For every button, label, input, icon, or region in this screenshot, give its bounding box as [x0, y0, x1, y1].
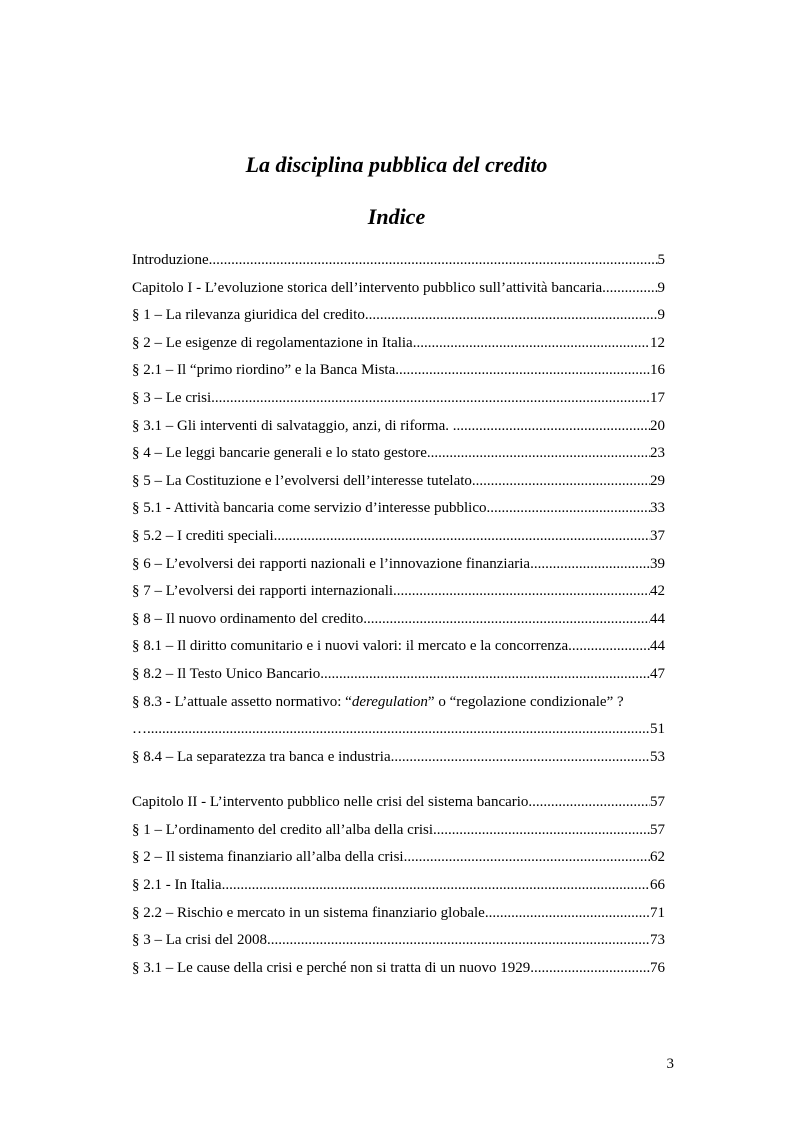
toc-entry[interactable]: Introduzione ..... 5: [132, 247, 665, 275]
index-heading: Indice: [367, 204, 426, 229]
document-title: La disciplina pubblica del credito: [245, 152, 548, 177]
toc-entry[interactable]: § 5.2 – I crediti speciali ..... 37: [132, 523, 665, 551]
toc-entry[interactable]: § 2.1 - In Italia ..... 66: [132, 872, 665, 900]
page-number: 3: [666, 1056, 674, 1072]
toc-entry[interactable]: § 6 – L’evolversi dei rapporti nazionali e l’innovazione finanziaria ..... 39: [132, 551, 665, 579]
toc-entry[interactable]: § 2.1 – Il “primo riordino” e la Banca Mista ..... 16: [132, 357, 665, 385]
toc-entry[interactable]: § 8.1 – Il diritto comunitario e i nuovi valori: il mercato e la concorrenza ..... 44: [132, 633, 665, 661]
toc-entry[interactable]: § 2.2 – Rischio e mercato in un sistema finanziario globale ..... 71: [132, 900, 665, 928]
toc-entry-8-3-continuation[interactable]: … ..... 51: [132, 716, 665, 744]
toc-entry[interactable]: § 8 – Il nuovo ordinamento del credito ..... 44: [132, 606, 665, 634]
toc-entry[interactable]: § 1 – L’ordinamento del credito all’alba della crisi ..... 57: [132, 817, 665, 845]
toc-entry[interactable]: § 7 – L’evolversi dei rapporti internazionali ..... 42: [132, 578, 665, 606]
toc-entry[interactable]: Capitolo I - L’evoluzione storica dell’intervento pubblico sull’attività bancaria ..... 9: [132, 275, 665, 303]
toc-entry[interactable]: § 5.1 - Attività bancaria come servizio d’interesse pubblico ..... 33: [132, 495, 665, 523]
toc-entry[interactable]: § 3.1 – Gli interventi di salvataggio, anzi, di riforma. ..... 20: [132, 413, 665, 441]
toc-entry[interactable]: § 3 – La crisi del 2008 ..... 73: [132, 927, 665, 955]
toc-entry[interactable]: § 2 – Le esigenze di regolamentazione in Italia ..... 12: [132, 330, 665, 358]
table-of-contents: [132, 247, 665, 982]
toc-entry[interactable]: § 3 – Le crisi ..... 17: [132, 385, 665, 413]
toc-entry[interactable]: § 3.1 – Le cause della crisi e perché non si tratta di un nuovo 1929 ..... 76: [132, 955, 665, 983]
toc-entry[interactable]: § 5 – La Costituzione e l’evolversi dell’interesse tutelato ..... 29: [132, 468, 665, 496]
toc-entry[interactable]: § 1 – La rilevanza giuridica del credito ..... 9: [132, 302, 665, 330]
toc-entry[interactable]: § 8.4 – La separatezza tra banca e industria ..... 53: [132, 744, 665, 772]
toc-entry[interactable]: § 8.2 – Il Testo Unico Bancario ..... 47: [132, 661, 665, 689]
toc-entry[interactable]: § 2 – Il sistema finanziario all’alba della crisi ..... 62: [132, 844, 665, 872]
toc-entry-8-3[interactable]: § 8.3 - L’attuale assetto normativo: “deregulation” o “regolazione condizionale” ?: [132, 693, 624, 710]
toc-entry[interactable]: Capitolo II - L’intervento pubblico nelle crisi del sistema bancario ..... 57: [132, 789, 665, 817]
toc-entry[interactable]: § 4 – Le leggi bancarie generali e lo stato gestore ..... 23: [132, 440, 665, 468]
